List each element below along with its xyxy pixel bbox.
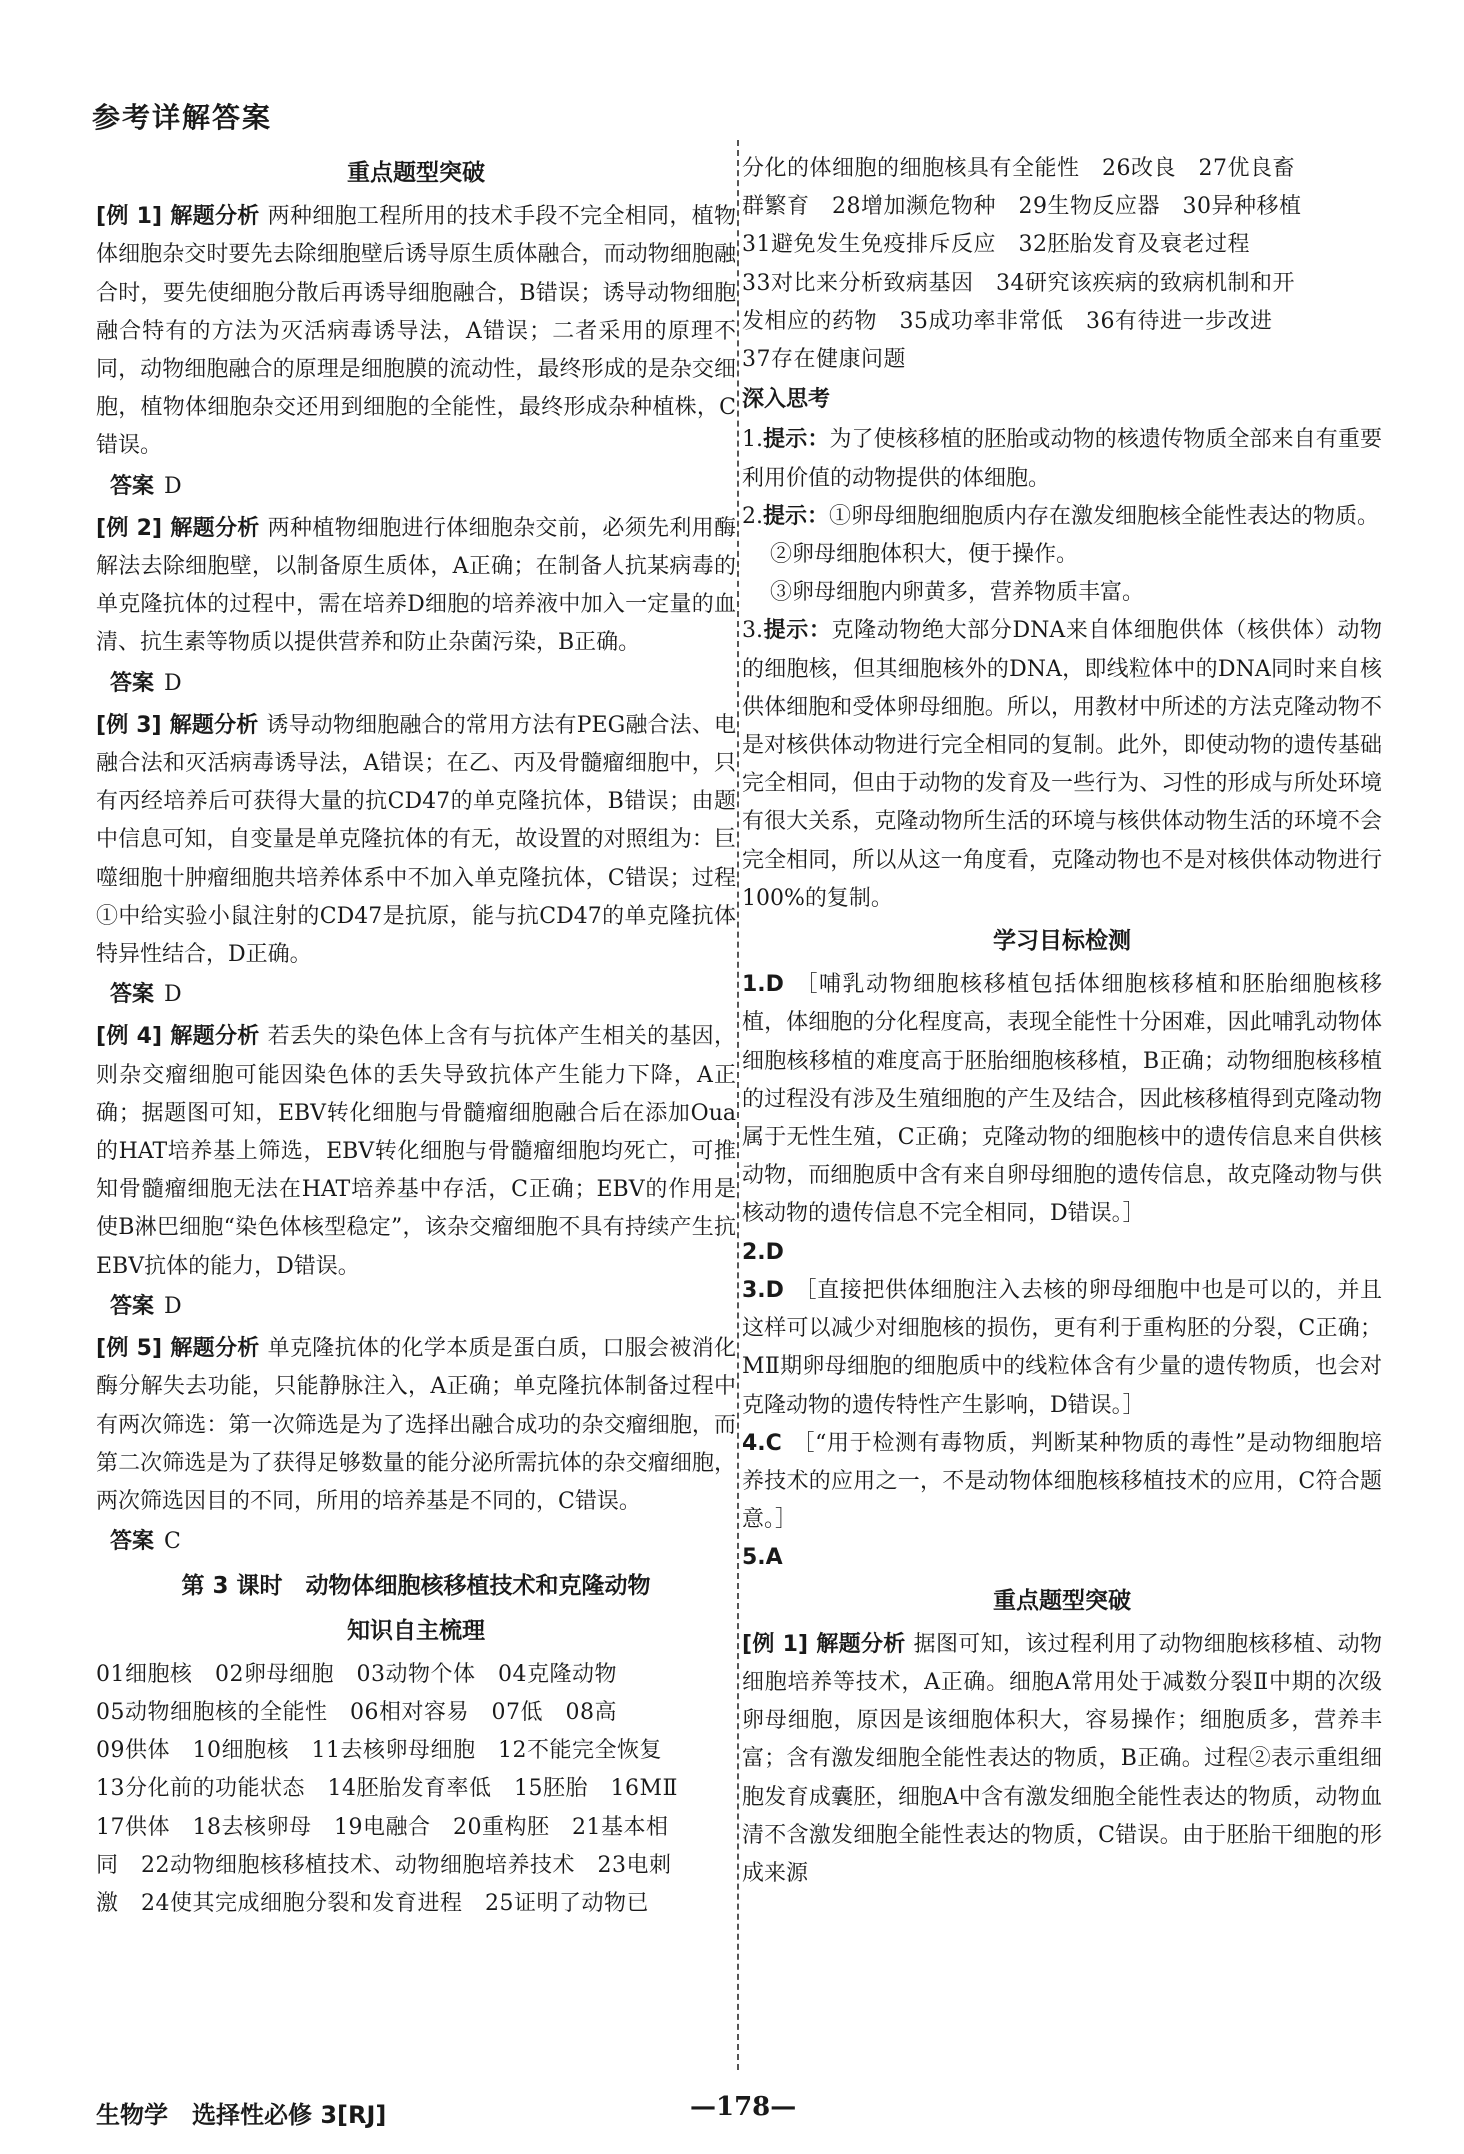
knowledge-row: 同 22动物细胞核移植技术、动物细胞培养技术 23电刺 (96, 1852, 672, 1878)
goal-text: ［哺乳动物细胞核移植包括体细胞核移植和胚胎细胞核移植，体细胞的分化程度高，表现全能性十分困难，因此哺乳动物体细胞核移植的难度高于胚胎细胞核移植，B正确；动物细胞核移植的过程没有涉及生殖细胞的产生及结合，因此核移植得到克隆动物属于无性生殖，C正确；克隆动物的细胞核中的遗传信息来自供核动物，而细胞质中含有来自卵母细胞的遗传信息，故克隆动物与供核动物的遗传信息不完全相同，D错误。］ (742, 972, 1382, 1227)
goal-answer: 4.C (742, 1430, 782, 1456)
analysis-label: 解题分析 (170, 515, 260, 541)
answer-label: 答案 (110, 670, 155, 696)
hint-label: 提示： (763, 503, 830, 529)
goal-answer: 5.A (742, 1545, 783, 1571)
deep-item (742, 498, 1382, 536)
goal-heading: 学习目标检测 (993, 928, 1131, 955)
goal-item (742, 1272, 1382, 1425)
example-label: [例 3] (96, 712, 162, 738)
example-block (96, 198, 736, 506)
example-block (96, 707, 736, 1015)
goal-answer: 3.D (742, 1277, 784, 1303)
answer-value: D (164, 1293, 182, 1319)
lesson-title: 第 3 课时 动物体细胞核移植技术和克隆动物 (181, 1573, 651, 1600)
analysis-label: 解题分析 (816, 1631, 906, 1657)
example-label: [例 2] (96, 515, 163, 541)
knowledge-list-cont (742, 150, 1382, 379)
knowledge-row: 17供体 18去核卵母 19电融合 20重构胚 21基本相 (96, 1814, 669, 1840)
left-column (96, 150, 736, 1923)
section-heading-2: 重点题型突破 (993, 1587, 1131, 1614)
book-title: 生物学 选择性必修 3[RJ] (96, 2101, 387, 2129)
page-header: 参考详解答案 (92, 101, 273, 134)
example-block (96, 1330, 736, 1561)
right-column (742, 150, 1382, 1893)
goal-item (742, 1539, 1382, 1577)
example-label: [例 4] (96, 1024, 163, 1050)
item-number: 1. (742, 427, 763, 453)
item-text: ①卵母细胞细胞质内存在激发细胞核全能性表达的物质。 (829, 503, 1380, 529)
knowledge-row: 33对比来分析致病基因 34研究该疾病的致病机制和开 (742, 270, 1295, 296)
knowledge-row: 01细胞核 02卵母细胞 03动物个体 04克隆动物 (96, 1661, 617, 1687)
knowledge-row: 发相应的药物 35成功率非常低 36有待进一步改进 (742, 308, 1273, 334)
knowledge-row: 37存在健康问题 (742, 347, 906, 373)
analysis-text: 两种植物细胞进行体细胞杂交前，必须先利用酶解法去除细胞壁，以制备原生质体，A正确；在制备人抗某病毒的单克隆抗体的过程中，需在培养D细胞的培养液中加入一定量的血清、抗生素等物质以提供营养和防止杂菌污染，B正确。 (96, 515, 736, 656)
deep-item (742, 421, 1382, 497)
answer-value: D (164, 670, 182, 696)
page-number: —178— (690, 2092, 797, 2122)
answer-label: 答案 (110, 1529, 155, 1555)
analysis-label: 解题分析 (170, 204, 260, 230)
analysis-label: 解题分析 (170, 1024, 260, 1050)
analysis-text: 据图可知，该过程利用了动物细胞核移植、动物细胞培养等技术，A正确。细胞A常用处于减数分裂Ⅱ中期的次级卵母细胞，原因是该细胞体积大，容易操作；细胞质多，营养丰富；含有激发细胞全能性表达的物质，B正确。过程②表示重组细胞发育成囊胚，细胞A中含有激发细胞全能性表达的物质，动物血清不含激发细胞全能性表达的物质，C错误。由于胚胎干细胞的形成来源 (742, 1631, 1382, 1886)
deep-subitem: ③卵母细胞内卵黄多，营养物质丰富。 (770, 580, 1145, 606)
example-label: [例 1] (742, 1631, 809, 1657)
example-block (96, 1018, 736, 1326)
section-heading: 重点题型突破 (347, 160, 485, 186)
item-number: 3. (742, 618, 763, 644)
goal-item (742, 1425, 1382, 1540)
example-label: [例 1] (96, 204, 163, 230)
deep-item (742, 612, 1382, 918)
knowledge-row: 群繁育 28增加濒危物种 29生物反应器 30异种移植 (742, 194, 1302, 220)
goal-item (742, 966, 1382, 1233)
answer-value: D (164, 982, 182, 1008)
knowledge-row: 31避免发生免疫排斥反应 32胚胎发育及衰老过程 (742, 232, 1250, 258)
hint-label: 提示： (763, 427, 830, 453)
knowledge-row: 09供体 10细胞核 11去核卵母细胞 12不能完全恢复 (96, 1738, 662, 1764)
goal-item (742, 1234, 1382, 1272)
column-divider (737, 140, 739, 2070)
goal-text: ［直接把供体细胞注入去核的卵母细胞中也是可以的，并且这样可以减少对细胞核的损伤，更有利于重构胚的分裂，C正确；MⅡ期卵母细胞的细胞质中的线粒体含有少量的遗传物质，也会对克隆动物的遗传特性产生影响，D错误。］ (742, 1277, 1382, 1418)
knowledge-heading: 知识自主梳理 (347, 1617, 485, 1644)
deep-subitem: ②卵母细胞体积大，便于操作。 (770, 542, 1079, 568)
analysis-label: 解题分析 (169, 712, 259, 738)
goal-text: ［“用于检测有毒物质，判断某种物质的毒性”是动物细胞培养技术的应用之一，不是动物体细胞核移植技术的应用，C符合题意。］ (742, 1430, 1382, 1533)
goal-answer: 1.D (742, 972, 784, 998)
answer-label: 答案 (110, 982, 155, 1008)
knowledge-row: 激 24使其完成细胞分裂和发育进程 25证明了动物已 (96, 1890, 649, 1916)
example-block (742, 1626, 1382, 1893)
knowledge-row: 13分化前的功能状态 14胚胎发育率低 15胚胎 16MⅡ (96, 1776, 678, 1802)
analysis-text: 诱导动物细胞融合的常用方法有PEG融合法、电融合法和灭活病毒诱导法，A错误；在乙、丙及骨髓瘤细胞中，只有丙经培养后可获得大量的抗CD47的单克隆抗体，B错误；由题中信息可知，自变量是单克隆抗体的有无，故设置的对照组为：巨噬细胞十肿瘤细胞共培养体系中不加入单克隆抗体，C错误；过程①中给实验小鼠注射的CD47是抗原，能与抗CD47的单克隆抗体特异性结合，D正确。 (96, 712, 736, 968)
deep-thinking-title: 深入思考 (742, 387, 831, 413)
analysis-label: 解题分析 (170, 1336, 260, 1362)
knowledge-row: 分化的体细胞的细胞核具有全能性 26改良 27优良畜 (742, 156, 1295, 181)
item-number: 2. (742, 503, 763, 529)
answer-label: 答案 (110, 473, 155, 499)
knowledge-row: 05动物细胞核的全能性 06相对容易 07低 08高 (96, 1699, 617, 1725)
item-text: 为了使核移植的胚胎或动物的核遗传物质全部来自有重要利用价值的动物提供的体细胞。 (742, 427, 1382, 491)
answer-value: D (164, 473, 182, 499)
answer-label: 答案 (110, 1293, 155, 1319)
knowledge-list (96, 1656, 736, 1923)
goal-answer: 2.D (742, 1239, 784, 1265)
analysis-text: 单克隆抗体的化学本质是蛋白质，口服会被消化酶分解失去功能，只能静脉注入，A正确；单克隆抗体制备过程中有两次筛选：第一次筛选是为了选择出融合成功的杂交瘤细胞，而第二次筛选是为了获得足够数量的能分泌所需抗体的杂交瘤细胞，两次筛选因目的不同，所用的培养基是不同的，C错误。 (96, 1336, 736, 1514)
hint-label: 提示： (763, 618, 832, 644)
item-text: 克隆动物绝大部分DNA来自体细胞供体（核供体）动物的细胞核，但其细胞核外的DNA，即线粒体中的DNA同时来自核供体细胞和受体卵母细胞。所以，用教材中所述的方法克隆动物不是对核供体动物进行完全相同的复制。此外，即使动物的遗传基础完全相同，但由于动物的发育及一些行为、习性的形成与所处环境有很大关系，克隆动物所生活的环境与核供体动物生活的环境不会完全相同，所以从这一角度看，克隆动物也不是对核供体动物进行100%的复制。 (742, 618, 1382, 911)
answer-value: C (164, 1529, 181, 1555)
analysis-text: 两种细胞工程所用的技术手段不完全相同，植物体细胞杂交时要先去除细胞壁后诱导原生质体融合，而动物细胞融合时，要先使细胞分散后再诱导细胞融合，B错误；诱导动物细胞融合特有的方法为灭活病毒诱导法，A错误；二者采用的原理不同，动物细胞融合的原理是细胞膜的流动性，最终形成的是杂交细胞，植物体细胞杂交还用到细胞的全能性，最终形成杂种植株，C错误。 (96, 204, 736, 459)
example-label: [例 5] (96, 1336, 163, 1362)
analysis-text: 若丢失的染色体上含有与抗体产生相关的基因，则杂交瘤细胞可能因染色体的丢失导致抗体产生能力下降，A正确；据题图可知，EBV转化细胞与骨髓瘤细胞融合后在添加Oua的HAT培养基上筛选，EBV转化细胞与骨髓瘤细胞均死亡，可推知骨髓瘤细胞无法在HAT培养基中存活，C正确；EBV的作用是使B淋巴细胞“染色体核型稳定”，该杂交瘤细胞不具有持续产生抗EBV抗体的能力，D错误。 (96, 1024, 736, 1279)
example-block (96, 510, 736, 703)
